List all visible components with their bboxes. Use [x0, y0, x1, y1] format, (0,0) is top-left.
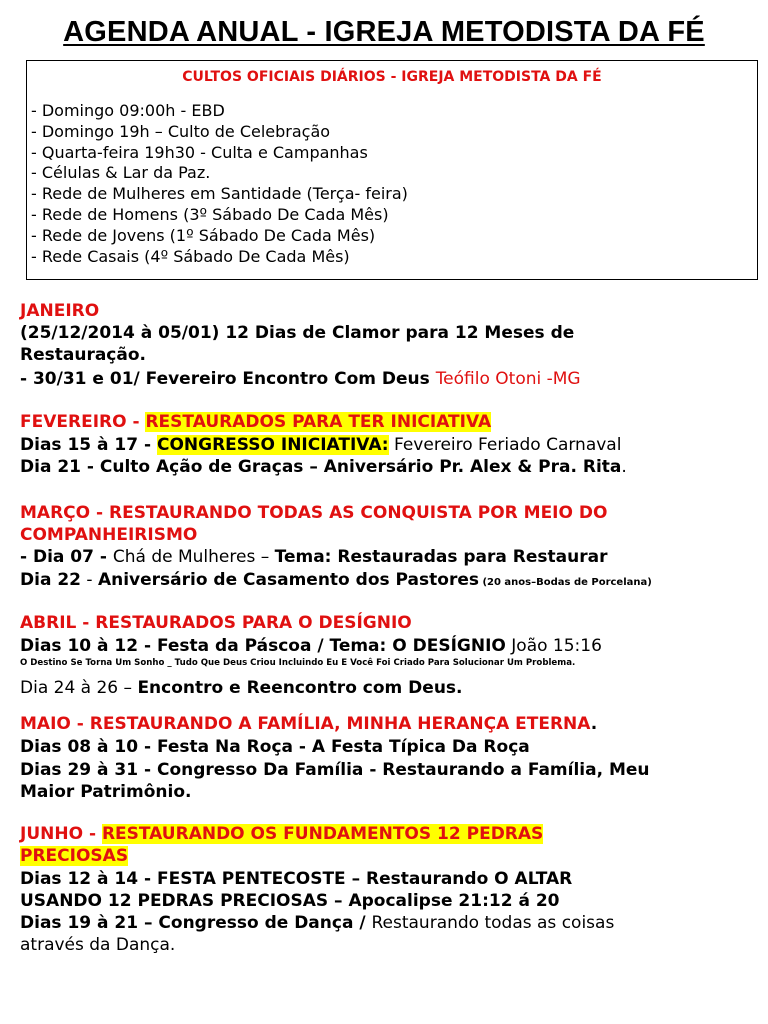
service-item: - Células & Lar da Paz. — [31, 163, 211, 183]
fevereiro-line-1 — [20, 434, 621, 456]
janeiro-location: Teófilo Otoni -MG — [435, 369, 581, 389]
daily-services-box — [26, 60, 758, 280]
junho-heading-continued — [20, 845, 128, 867]
maio-line-3: Maior Patrimônio. — [20, 782, 192, 802]
marco-anniversary: Aniversário de Casamento dos Pastores — [97, 570, 479, 590]
fevereiro-label: FEVEREIRO - — [20, 412, 146, 432]
fevereiro-note: Fevereiro Feriado Carnaval — [388, 435, 622, 455]
junho-congress: Dias 19 à 21 – Congresso de Dança / — [20, 913, 372, 933]
fevereiro-theme: RESTAURADOS PARA TER INICIATIVA — [145, 412, 492, 432]
month-heading-abril: ABRIL - RESTAURADOS PARA O DESÍGNIO — [20, 613, 412, 633]
service-item: - Rede Casais (4º Sábado De Cada Mês) — [31, 246, 350, 266]
month-heading-marco: MARÇO - RESTAURANDO TODAS AS CONQUISTA POR MEIO DO — [20, 503, 608, 523]
junho-theme-2: PRECIOSAS — [20, 846, 129, 866]
fevereiro-dates: Dias 15 à 17 - — [20, 435, 157, 455]
abril-dates-2: Dia 24 à 26 – — [20, 678, 138, 698]
daily-services-list — [31, 101, 408, 267]
junho-line-4: através da Dança. — [20, 935, 176, 955]
service-item: - Rede de Homens (3º Sábado De Cada Mês) — [31, 204, 389, 224]
fevereiro-congress: CONGRESSO INICIATIVA: — [156, 435, 389, 455]
maio-label: MAIO - RESTAURANDO A FAMÍLIA, MINHA HERANÇA ETERNA — [20, 714, 591, 734]
maio-period: . — [590, 714, 598, 734]
page-title: AGENDA ANUAL - IGREJA METODISTA DA FÉ — [63, 16, 705, 48]
fevereiro-event: Dia 21 - Culto Ação de Graças – Aniversário Pr. Alex & Pra. Rita — [20, 457, 622, 477]
marco-line-1 — [20, 546, 607, 568]
marco-line-2 — [20, 569, 652, 594]
junho-line-1: Dias 12 à 14 - FESTA PENTECOSTE – Restaurando O ALTAR — [20, 869, 573, 889]
janeiro-event: - 30/31 e 01/ Fevereiro Encontro Com Deus — [20, 369, 436, 389]
marco-theme: Tema: Restauradas para Restaurar — [274, 547, 608, 567]
daily-services-title: CULTOS OFICIAIS DIÁRIOS - IGREJA METODISTA DA FÉ — [182, 69, 602, 85]
junho-label: JUNHO - — [20, 824, 102, 844]
janeiro-line-1: (25/12/2014 à 05/01) 12 Dias de Clamor para 12 Meses de — [20, 323, 575, 343]
fevereiro-period: . — [621, 457, 627, 477]
marco-sep: - — [81, 570, 98, 590]
marco-date-2: Dia 22 — [20, 570, 81, 590]
marco-heading-continued: COMPANHEIRISMO — [20, 525, 198, 545]
abril-event-2: Encontro e Reencontro com Deus. — [137, 678, 463, 698]
service-item: - Domingo 09:00h - EBD — [31, 101, 225, 120]
month-heading-junho — [20, 823, 543, 845]
junho-congress-desc: Restaurando todas as coisas — [371, 913, 615, 933]
marco-anniversary-note: (20 anos–Bodas de Porcelana) — [478, 577, 652, 588]
abril-event: Dias 10 à 12 - Festa da Páscoa / Tema: O DESÍGNIO — [20, 636, 506, 656]
janeiro-line-2: Restauração. — [20, 345, 146, 365]
marco-event: Chá de Mulheres – — [112, 547, 275, 567]
junho-line-2: USANDO 12 PEDRAS PRECIOSAS – Apocalipse 21:12 á 20 — [20, 891, 560, 911]
month-heading-janeiro: JANEIRO — [20, 301, 100, 321]
marco-date: - Dia 07 - — [20, 547, 113, 567]
service-item: - Rede de Jovens (1º Sábado De Cada Mês) — [31, 225, 376, 245]
junho-theme-1: RESTAURANDO OS FUNDAMENTOS 12 PEDRAS — [101, 824, 544, 844]
maio-line-2: Dias 29 à 31 - Congresso Da Família - Restaurando a Família, Meu — [20, 760, 650, 780]
janeiro-line-3 — [20, 368, 581, 390]
abril-verse: João 15:16 — [505, 636, 602, 656]
month-heading-fevereiro — [20, 411, 491, 433]
abril-line-2 — [20, 677, 463, 699]
fevereiro-line-2 — [20, 456, 627, 478]
service-item: - Quarta-feira 19h30 - Culta e Campanhas — [31, 142, 368, 162]
junho-line-3 — [20, 912, 614, 934]
service-item: - Rede de Mulheres em Santidade (Terça- feira) — [31, 184, 408, 204]
abril-note: O Destino Se Torna Um Sonho _ Tudo Que Deus Criou Incluindo Eu E Você Foi Criado Para Solucionar Um Problema. — [20, 658, 576, 668]
maio-line-1: Dias 08 à 10 - Festa Na Roça - A Festa Típica Da Roça — [20, 737, 530, 757]
service-item: - Domingo 19h – Culto de Celebração — [31, 121, 331, 141]
month-heading-maio — [20, 713, 597, 735]
